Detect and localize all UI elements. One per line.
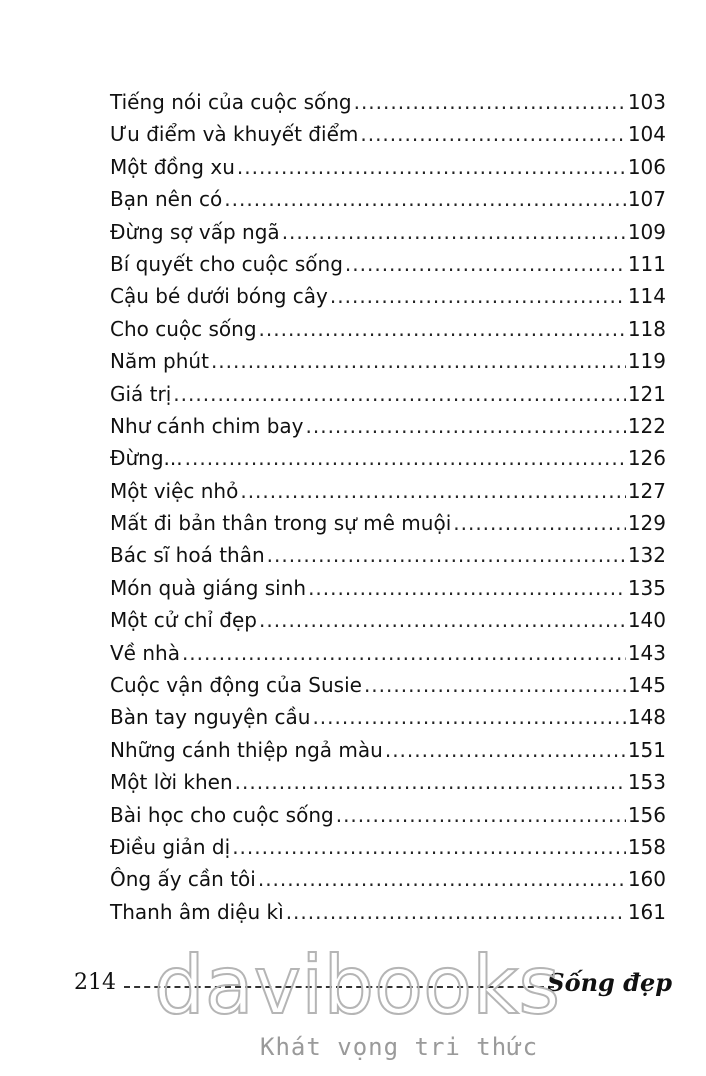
- toc-entry-page: 106: [627, 154, 666, 179]
- toc-entry-title: Năm phút: [110, 349, 209, 374]
- toc-entry-page: 158: [627, 834, 666, 859]
- toc-entry-page: 161: [627, 899, 666, 924]
- toc-entry-page: 151: [627, 737, 666, 762]
- toc-entry: [110, 637, 666, 669]
- toc-entry: [110, 345, 666, 377]
- toc-entry-page: 132: [627, 543, 666, 568]
- toc-entry: [110, 604, 666, 636]
- toc-dot-leader: [240, 475, 625, 507]
- toc-entry-title: Điều giản dị: [110, 834, 231, 859]
- toc-dot-leader: [308, 572, 626, 604]
- toc-entry-page: 143: [627, 640, 666, 665]
- toc-entry-title: Những cánh thiệp ngả màu: [110, 737, 383, 762]
- toc-entry-title: Bàn tay nguyện cầu: [110, 705, 311, 730]
- toc-dot-leader: [336, 799, 626, 831]
- page-number: 214: [74, 970, 116, 995]
- toc-dot-leader: [385, 734, 626, 766]
- toc-dot-leader: [360, 118, 625, 150]
- toc-dot-leader: [267, 539, 626, 571]
- toc-entry-title: Một đồng xu: [110, 154, 235, 179]
- page-footer: [74, 970, 672, 1010]
- toc-dot-leader: [312, 701, 625, 733]
- toc-dot-leader: [259, 313, 626, 345]
- toc-entry: [110, 701, 666, 733]
- toc-dot-leader: [232, 831, 626, 863]
- toc-dot-leader: [453, 507, 626, 539]
- toc-dot-leader: [173, 378, 626, 410]
- toc-entry-title: Như cánh chim bay: [110, 413, 304, 438]
- toc-entry-page: 148: [627, 705, 666, 730]
- toc-entry: [110, 572, 666, 604]
- toc-entry-title: Tiếng nói của cuộc sống: [110, 90, 352, 114]
- toc-entry-title: Một việc nhỏ: [110, 478, 239, 503]
- toc-entry-page: 104: [627, 122, 666, 147]
- toc-entry: [110, 896, 666, 928]
- toc-dot-leader: [282, 216, 626, 248]
- toc-entry: [110, 410, 666, 442]
- toc-entry: [110, 799, 666, 831]
- toc-entry-title: Thanh âm diệu kì: [110, 899, 284, 924]
- toc-entry: [110, 442, 666, 474]
- toc-entry: [110, 734, 666, 766]
- toc-entry-title: Bạn nên có: [110, 187, 223, 212]
- watermark-tagline: Khát vọng tri thức: [260, 1033, 539, 1061]
- toc-entry-page: 129: [627, 511, 666, 536]
- toc-entry-page: 156: [627, 802, 666, 827]
- toc-entry-title: Ưu điểm và khuyết điểm: [110, 122, 359, 147]
- toc-entry: [110, 118, 666, 150]
- toc-entry-page: 160: [627, 867, 666, 892]
- toc-entry-page: 153: [627, 770, 666, 795]
- toc-entry-page: 103: [627, 90, 666, 114]
- toc-entry: [110, 378, 666, 410]
- toc-entry-page: 118: [627, 316, 666, 341]
- toc-entry-title: Đừng...: [110, 446, 183, 471]
- toc-entry-title: Món quà giáng sinh: [110, 575, 307, 600]
- toc-dot-leader: [330, 280, 626, 312]
- toc-dot-leader: [286, 896, 626, 928]
- toc-entry: [110, 86, 666, 118]
- toc-entry-title: Cậu bé dưới bóng cây: [110, 284, 328, 309]
- toc-entry-page: 135: [627, 575, 666, 600]
- toc-entry-page: 111: [627, 251, 666, 276]
- toc-entry-page: 119: [627, 349, 666, 374]
- toc-dot-leader: [306, 410, 626, 442]
- toc-entry-title: Một lời khen: [110, 770, 233, 795]
- toc-entry-title: Đừng sợ vấp ngã: [110, 219, 280, 244]
- toc-entry-title: Bí quyết cho cuộc sống: [110, 251, 343, 276]
- toc-entry: [110, 183, 666, 215]
- toc-entry-title: Một cử chỉ đẹp: [110, 608, 258, 633]
- toc-entry: [110, 151, 666, 183]
- toc-entry-title: Cuộc vận động của Susie: [110, 673, 362, 698]
- footer-dashed-rule: [124, 986, 554, 988]
- toc-dot-leader: [237, 151, 626, 183]
- toc-entry-title: Giá trị: [110, 381, 172, 406]
- toc-entry-page: 140: [627, 608, 666, 633]
- toc-dot-leader: [259, 604, 626, 636]
- toc-entry-title: Bác sĩ hoá thân: [110, 543, 265, 568]
- toc-entry: [110, 313, 666, 345]
- book-title: Sống đẹp: [547, 968, 672, 997]
- toc-entry-title: Ông ấy cần tôi: [110, 867, 256, 892]
- toc-entry-title: Cho cuộc sống: [110, 316, 257, 341]
- toc-dot-leader: [364, 669, 626, 701]
- toc-dot-leader: [258, 863, 626, 895]
- toc-dot-leader: [345, 248, 626, 280]
- table-of-contents: [110, 86, 666, 928]
- toc-entry-page: 126: [627, 446, 666, 471]
- toc-dot-leader: [224, 183, 626, 215]
- toc-dot-leader: [235, 766, 626, 798]
- toc-entry-page: 145: [627, 673, 666, 698]
- toc-entry: [110, 766, 666, 798]
- toc-entry-page: 122: [627, 413, 666, 438]
- watermark-logo-text: davibooks: [154, 939, 561, 1032]
- toc-entry: [110, 539, 666, 571]
- toc-entry: [110, 669, 666, 701]
- toc-entry-page: 107: [627, 187, 666, 212]
- toc-entry-page: 127: [627, 478, 666, 503]
- toc-entry: [110, 216, 666, 248]
- toc-dot-leader: [354, 86, 626, 118]
- toc-entry: [110, 831, 666, 863]
- toc-entry: [110, 507, 666, 539]
- toc-entry-page: 121: [627, 381, 666, 406]
- toc-dot-leader: [182, 637, 626, 669]
- toc-entry-title: Mất đi bản thân trong sự mê muội: [110, 511, 452, 536]
- toc-entry-title: Về nhà: [110, 640, 180, 665]
- toc-entry-title: Bài học cho cuộc sống: [110, 802, 334, 827]
- toc-dot-leader: [211, 345, 626, 377]
- toc-entry-page: 114: [627, 284, 666, 309]
- toc-entry: [110, 248, 666, 280]
- toc-entry: [110, 280, 666, 312]
- toc-dot-leader: [185, 442, 626, 474]
- toc-entry: [110, 475, 666, 507]
- toc-entry-page: 109: [627, 219, 666, 244]
- toc-entry: [110, 863, 666, 895]
